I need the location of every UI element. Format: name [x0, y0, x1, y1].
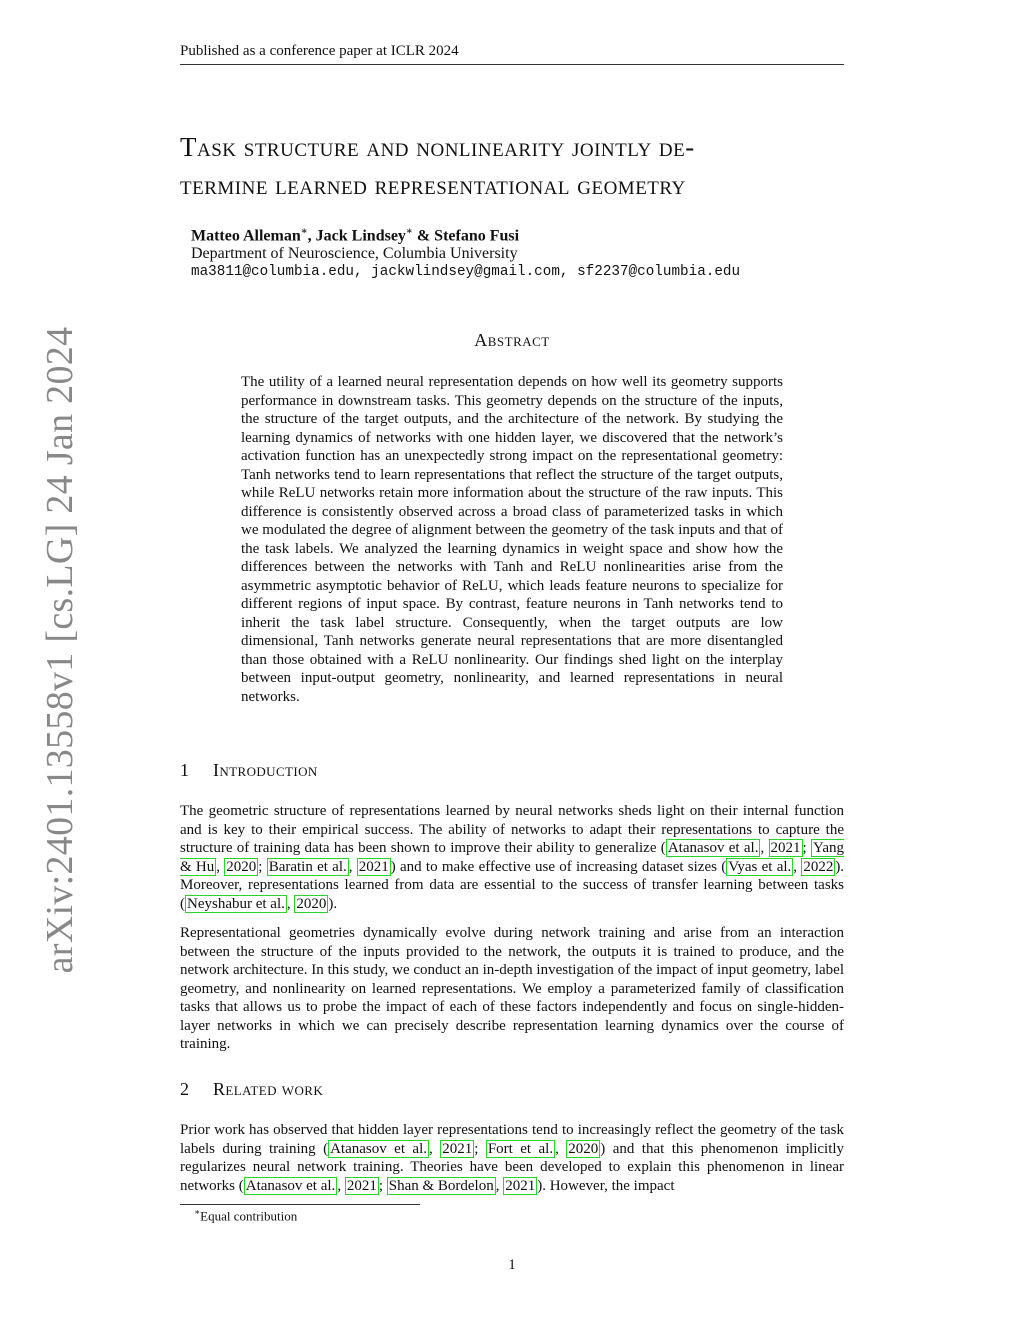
citation-link[interactable]: Atanasov et al. — [330, 1140, 428, 1157]
section-number: 1 — [180, 760, 190, 780]
citation-link[interactable]: Fort et al. — [487, 1140, 554, 1157]
section-number: 2 — [180, 1079, 190, 1099]
page-number: 1 — [508, 1257, 516, 1273]
section-heading-introduction — [180, 760, 318, 781]
section-title: Related work — [213, 1079, 324, 1099]
author-list: Matteo Alleman∗, Jack Lindsey∗ & Stefano Fusi — [191, 226, 520, 245]
citation-link[interactable]: Atanasov et al. — [245, 1177, 336, 1194]
citation-link[interactable]: Baratin et al. — [268, 858, 347, 875]
citation-link[interactable]: 2020 — [296, 895, 327, 912]
arxiv-identifier-stamp: arXiv:2401.13558v1 [cs.LG] 24 Jan 2024 — [39, 326, 81, 974]
affiliation: Department of Neuroscience, Columbia University — [191, 245, 518, 262]
citation-link[interactable]: Neyshabur et al. — [187, 895, 285, 912]
footnote — [194, 1207, 297, 1224]
running-head: Published as a conference paper at ICLR 2024 — [180, 43, 459, 59]
footnote-mark: ∗ — [194, 1207, 201, 1217]
section-title: Introduction — [213, 760, 318, 780]
author-3: & Stefano Fusi — [412, 227, 520, 245]
citation-link[interactable]: 2021 — [346, 1177, 377, 1194]
footnote-rule — [180, 1204, 420, 1205]
equal-contribution-mark-2: ∗ — [405, 226, 413, 237]
footnote-text: Equal contribution — [200, 1208, 298, 1224]
citation-link[interactable]: 2022 — [803, 858, 834, 875]
author-emails: ma3811@columbia.edu, jackwlindsey@gmail.com, sf2237@columbia.edu — [191, 264, 741, 280]
author-1: Matteo Alleman — [191, 227, 301, 245]
citation-link[interactable]: 2020 — [568, 1140, 599, 1157]
citation-link[interactable]: 2021 — [358, 858, 389, 875]
abstract-text: The utility of a learned neural representation depends on how well its geometry supports performance in downstream tasks. This geometry depends on the structure of the inputs, the structure of the target outputs, and the architecture of the network. By studying the learning dynamics of networks with one hidden layer, we discovered that the network’s activation function has an unexpectedly strong impact on the representational geometry: Tanh networks tend to learn representations that reflect the structure of the target outputs, while ReLU networks retain more information about the structure of the raw inputs. This difference is consistently observed across a broad class of parameterized tasks in which we modulated the degree of alignment between the geometry of the task inputs and that of the task labels. We analyzed the learning dynamics in weight space and show how the differences between the networks with Tanh and ReLU nonlinearities arise from the asymmetric asymptotic behavior of ReLU, which leads feature neurons to specialize for different regions of input space. By contrast, feature neurons in Tanh networks tend to inherit the task label structure. Consequently, when the target outputs are low dimensional, Tanh networks generate neural representations that are more disentangled than those obtained with a ReLU nonlinearity. Our findings shed light on the interplay between input-output geometry, nonlinearity, and learned representations in neural networks. — [241, 374, 783, 705]
author-2: Jack Lindsey — [315, 227, 406, 245]
title-line-2: termine learned representational geometry — [180, 170, 686, 200]
abstract-heading: Abstract — [474, 330, 550, 350]
citation-link[interactable]: Shan & Bordelon — [388, 1177, 494, 1194]
citation-link[interactable]: Vyas et al. — [728, 858, 792, 875]
equal-contribution-mark-1: ∗ — [300, 226, 308, 237]
intro-paragraph-1: The geometric structure of representations learned by neural networks sheds light on their internal function and is key to their empirical success. The ability of networks to adapt their representations to capture the structure of training data has been shown to improve their ability to generalize ( Atanasov et al. , 2021 ; Yang & Hu , 2020 ; Baratin et al. , 2021 ) and to make effective use of increasing dataset sizes ( Vyas et al. , 2022 ). Moreover, representations learned from data are essential to the success of transfer learning between tasks ( Neyshabur et al. , 2020 ). — [180, 803, 845, 912]
header-rule — [180, 64, 844, 65]
citation-link[interactable]: 2021 — [442, 1140, 473, 1157]
title-line-1: Task structure and nonlinearity jointly de- — [180, 132, 695, 162]
citation-link[interactable]: Atanasov et al. — [667, 840, 759, 856]
section-heading-related-work — [180, 1079, 323, 1100]
intro-paragraph-2: Representational geometries dynamically evolve during network training and arise from an interaction between the structure of the inputs provided to the network, the outputs it is trained to produce, and the network architecture. In this study, we conduct an in-depth investigation of the impact of input geometry, label geometry, and nonlinearity on learned representations. We employ a parameterized family of classification tasks that allows us to probe the impact of each of these factors independently and focus on single-hidden-layer networks in which we can precisely describe representation learning dynamics over the course of training. — [180, 925, 844, 1052]
related-paragraph-1: Prior work has observed that hidden layer representations tend to increasingly reflect the geometry of the task labels during training ( Atanasov et al. , 2021 ; Fort et al. , 2020 ) and that this phenomenon implicitly regularizes neural network training. Theories have been developed to explain this phenomenon in linear networks ( Atanasov et al. , 2021 ; Shan & Bordelon , 2021 ). However, the impact — [180, 1122, 845, 1194]
citation-link[interactable]: 2020 — [226, 858, 257, 875]
citation-link[interactable]: 2021 — [770, 840, 801, 856]
citation-link[interactable]: Yang & Hu — [180, 840, 845, 875]
paper-title — [180, 128, 848, 204]
citation-link[interactable]: 2021 — [505, 1177, 536, 1194]
